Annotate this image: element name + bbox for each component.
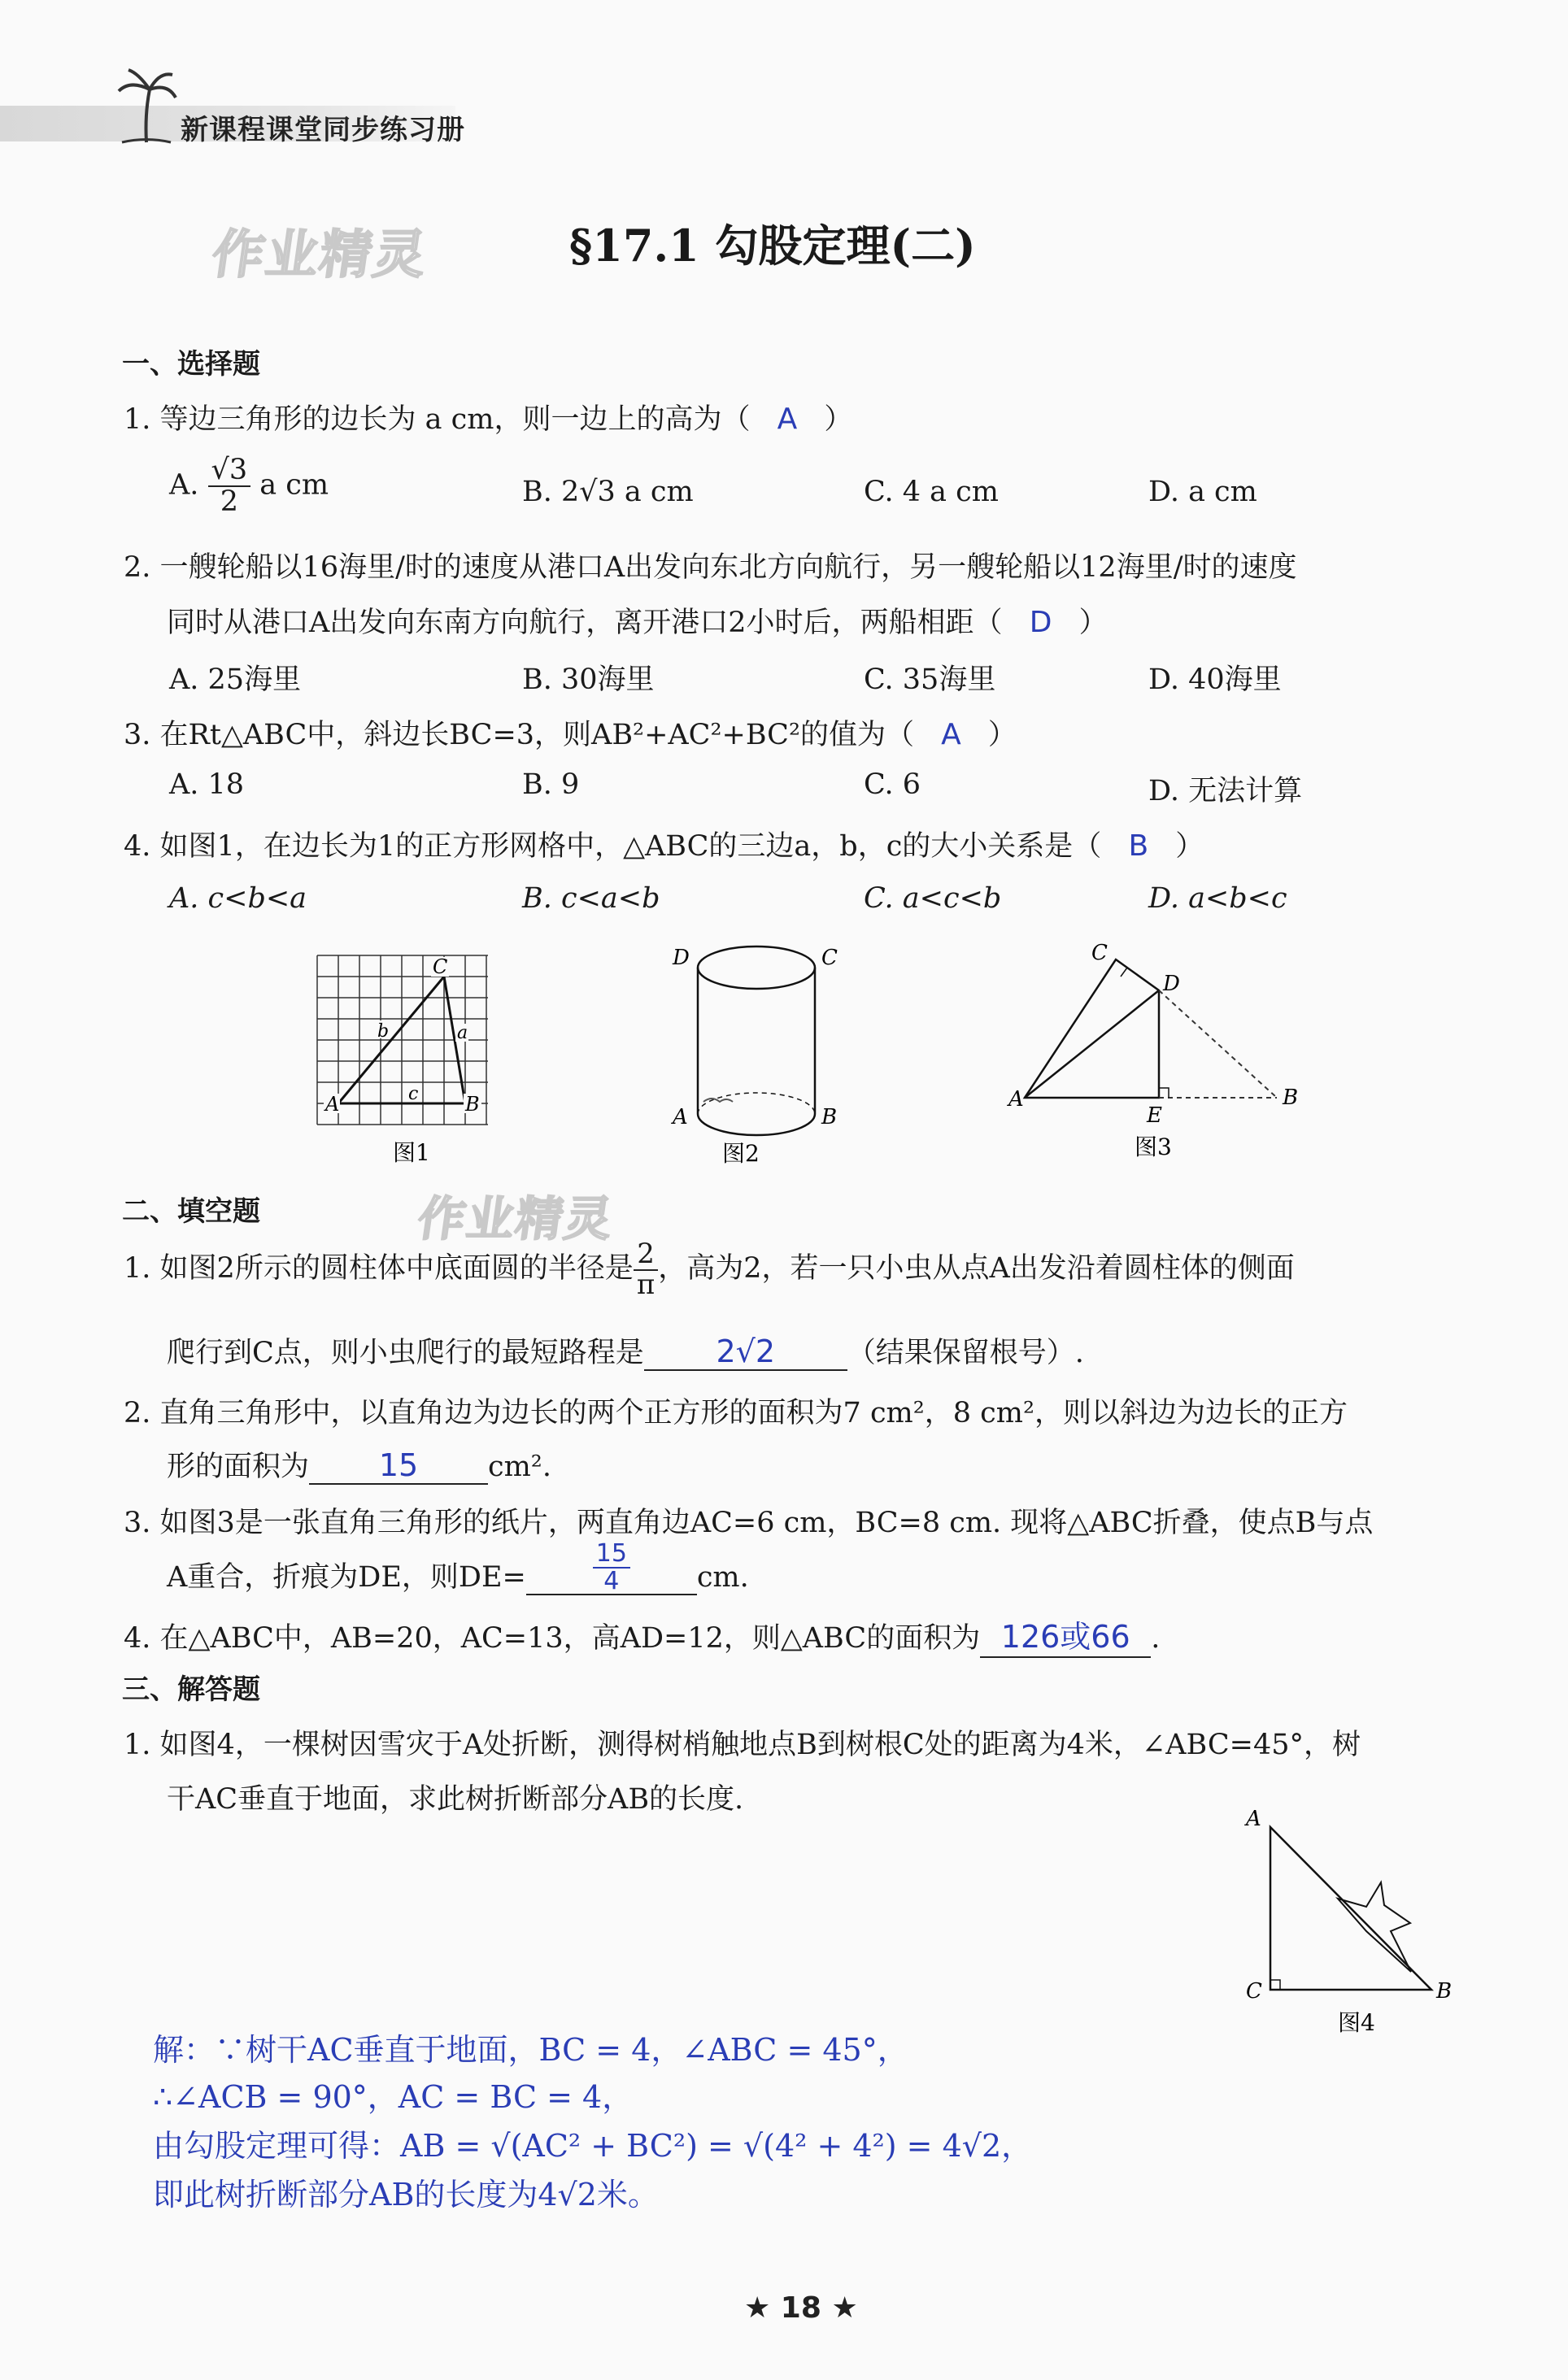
option-b: B. 2√3 a cm (522, 476, 694, 508)
answer-blank: 2√2 (644, 1334, 847, 1371)
option-c: C. 4 a cm (864, 476, 999, 508)
question-2 (124, 545, 1296, 585)
question-stem: 如图2所示的圆柱体中底面圆的半径是 (159, 1252, 634, 1286)
option-b: B. 9 (522, 768, 580, 801)
paren-close: ） (1078, 607, 1108, 639)
label-a-side: a (457, 1023, 468, 1043)
solution-line-2: ∴∠ACB = 90°，AC = BC = 4， (153, 2079, 634, 2115)
paren-close: ） (824, 403, 853, 436)
fraction (593, 1541, 630, 1594)
option-a (169, 455, 329, 517)
label-c-side: c (408, 1084, 419, 1104)
question-number: 4. (124, 1622, 151, 1655)
label-e: E (1147, 1103, 1162, 1128)
option-tail: a cm (259, 468, 329, 502)
question-stem: 一艘轮船以16海里/时的速度从港口A出发向东北方向航行，另一艘轮船以12海里/时的速度 (159, 551, 1297, 584)
question-stem: cm². (488, 1451, 551, 1483)
figure-2 (663, 935, 850, 1171)
label-b-vertex: B (465, 1093, 480, 1116)
page-number: ★ 18 ★ (744, 2291, 858, 2325)
solution-line-4: 即此树折断部分AB的长度为4√2米。 (153, 2177, 659, 2212)
fill-question-1 (124, 1240, 1295, 1299)
question-stem: 在Rt△ABC中，斜边长BC=3，则AB²+AC²+BC²的值为（ (159, 719, 914, 751)
question-number: 1. (124, 1252, 151, 1286)
denominator: π (636, 1268, 656, 1301)
label-c-vertex: C (433, 955, 448, 978)
label-a-vertex: A (325, 1093, 340, 1116)
question-3 (124, 712, 1017, 753)
figure-3 (1000, 935, 1326, 1171)
answer: D (1029, 606, 1052, 639)
question-stem: 同时从港口A出发向东南方向航行，离开港口2小时后，两船相距（ (167, 607, 1003, 639)
question-number: 1. (124, 1729, 151, 1761)
question-stem: 直角三角形中，以直角边为边长的两个正方形的面积为7 cm²，8 cm²，则以斜边为边长的正方 (159, 1397, 1348, 1429)
question-stem: 爬行到C点，则小虫爬行的最短路程是 (167, 1337, 644, 1369)
label-b: B (1436, 1979, 1453, 2004)
section-heading: 三、解答题 (122, 1673, 260, 1706)
answer: A (777, 402, 798, 436)
fill-question-2-line2 (167, 1444, 551, 1485)
question-stem: 等边三角形的边长为 a cm，则一边上的高为（ (159, 403, 751, 436)
option-c: C. a<c<b (864, 882, 1002, 915)
option-a: A. c<b<a (169, 882, 307, 915)
section-heading: 一、选择题 (122, 348, 260, 381)
question-number: 4. (124, 830, 151, 863)
option-b: B. 30海里 (522, 664, 655, 696)
fill-question-3-line2 (167, 1539, 749, 1595)
question-stem: . (1151, 1622, 1161, 1655)
fill-question-3 (124, 1500, 1373, 1541)
label-d: D (673, 946, 690, 970)
option-c: C. 35海里 (864, 664, 996, 696)
page-title: §17.1 勾股定理(二) (569, 220, 976, 272)
label-d: D (1163, 972, 1180, 996)
question-stem: A重合，折痕为DE，则DE= (167, 1561, 526, 1594)
watermark: 作业精灵 (414, 1191, 618, 1247)
bug-icon (703, 1099, 733, 1102)
question-4 (124, 824, 1204, 864)
figure-4 (1236, 1809, 1480, 2053)
figure-caption: 图2 (722, 1140, 760, 1167)
figure-caption: 图3 (1135, 1133, 1172, 1160)
answer: B (1128, 829, 1149, 863)
question-2-line2 (167, 600, 1108, 641)
label-a: A (1008, 1087, 1024, 1112)
option-d: D. a cm (1148, 476, 1257, 508)
figure-1 (309, 947, 504, 1167)
series-title: 新课程课堂同步练习册 (181, 114, 465, 146)
question-stem: 如图4，一棵树因雪灾于A处折断，测得树梢触地点B到树根C处的距离为4米，∠ABC=45°，树 (159, 1729, 1361, 1761)
label-b: B (821, 1105, 838, 1129)
question-number: 3. (124, 1507, 151, 1539)
palm-tree-icon (114, 65, 179, 146)
question-number: 2. (124, 1397, 151, 1429)
numerator: √3 (208, 455, 251, 487)
question-1 (124, 397, 852, 437)
label-c: C (821, 946, 838, 970)
answer: A (941, 718, 961, 751)
fraction (208, 455, 251, 517)
option-d: D. a<b<c (1148, 882, 1287, 915)
option-label: A. (169, 468, 199, 502)
figure-caption: 图1 (393, 1139, 430, 1166)
question-stem: cm. (696, 1561, 749, 1594)
question-stem: 形的面积为 (167, 1451, 310, 1483)
question-stem: 如图3是一张直角三角形的纸片，两直角边AC=6 cm，BC=8 cm. 现将△ABC折叠，使点B与点 (159, 1507, 1374, 1539)
answer-blank: 15 (309, 1447, 488, 1485)
option-d: D. 无法计算 (1148, 775, 1303, 807)
watermark: 作业精灵 (207, 225, 432, 285)
fill-question-2 (124, 1390, 1348, 1431)
question-stem: （结果保留根号）. (847, 1337, 1084, 1369)
label-c: C (1246, 1979, 1262, 2004)
option-d: D. 40海里 (1148, 664, 1282, 696)
label-c: C (1091, 941, 1108, 965)
numerator: 15 (593, 1541, 630, 1569)
fill-question-4 (124, 1612, 1160, 1658)
answer-blank (526, 1539, 697, 1595)
option-a: A. 25海里 (169, 664, 302, 696)
question-number: 2. (124, 551, 151, 584)
solution-line-3: 由勾股定理可得：AB = √(AC² + BC²) = √(4² + 4²) = 4√2， (153, 2128, 1033, 2164)
solution-line-1: 解：∵树干AC垂直于地面，BC = 4，∠ABC = 45°， (153, 2032, 908, 2068)
answer-blank: 126或66 (980, 1612, 1151, 1658)
solve-question-1 (124, 1722, 1361, 1763)
question-stem: 在△ABC中，AB=20，AC=13，高AD=12，则△ABC的面积为 (159, 1622, 981, 1655)
figure-caption: 图4 (1338, 2009, 1375, 2036)
fraction (634, 1240, 658, 1299)
fill-question-1-line2 (167, 1330, 1084, 1371)
solve-question-1-line2: 干AC垂直于地面，求此树折断部分AB的长度. (167, 1783, 744, 1816)
option-c: C. 6 (864, 768, 921, 801)
question-number: 3. (124, 719, 151, 751)
question-stem: 如图1，在边长为1的正方形网格中，△ABC的三边a，b，c的大小关系是（ (159, 830, 1102, 863)
section-heading: 二、填空题 (122, 1195, 260, 1228)
option-b: B. c<a<b (522, 882, 660, 915)
numerator: 2 (634, 1240, 658, 1271)
option-a: A. 18 (169, 768, 245, 801)
label-a: A (1246, 1809, 1261, 1831)
label-a: A (673, 1105, 688, 1129)
paren-close: ） (1175, 830, 1204, 863)
paren-close: ） (987, 719, 1017, 751)
denominator: 2 (220, 485, 238, 518)
denominator: 4 (603, 1566, 620, 1595)
label-b-side: b (377, 1021, 390, 1042)
question-stem: ，高为2，若一只小虫从点A出发沿着圆柱体的侧面 (658, 1252, 1295, 1286)
question-number: 1. (124, 403, 151, 436)
label-b: B (1283, 1086, 1299, 1110)
